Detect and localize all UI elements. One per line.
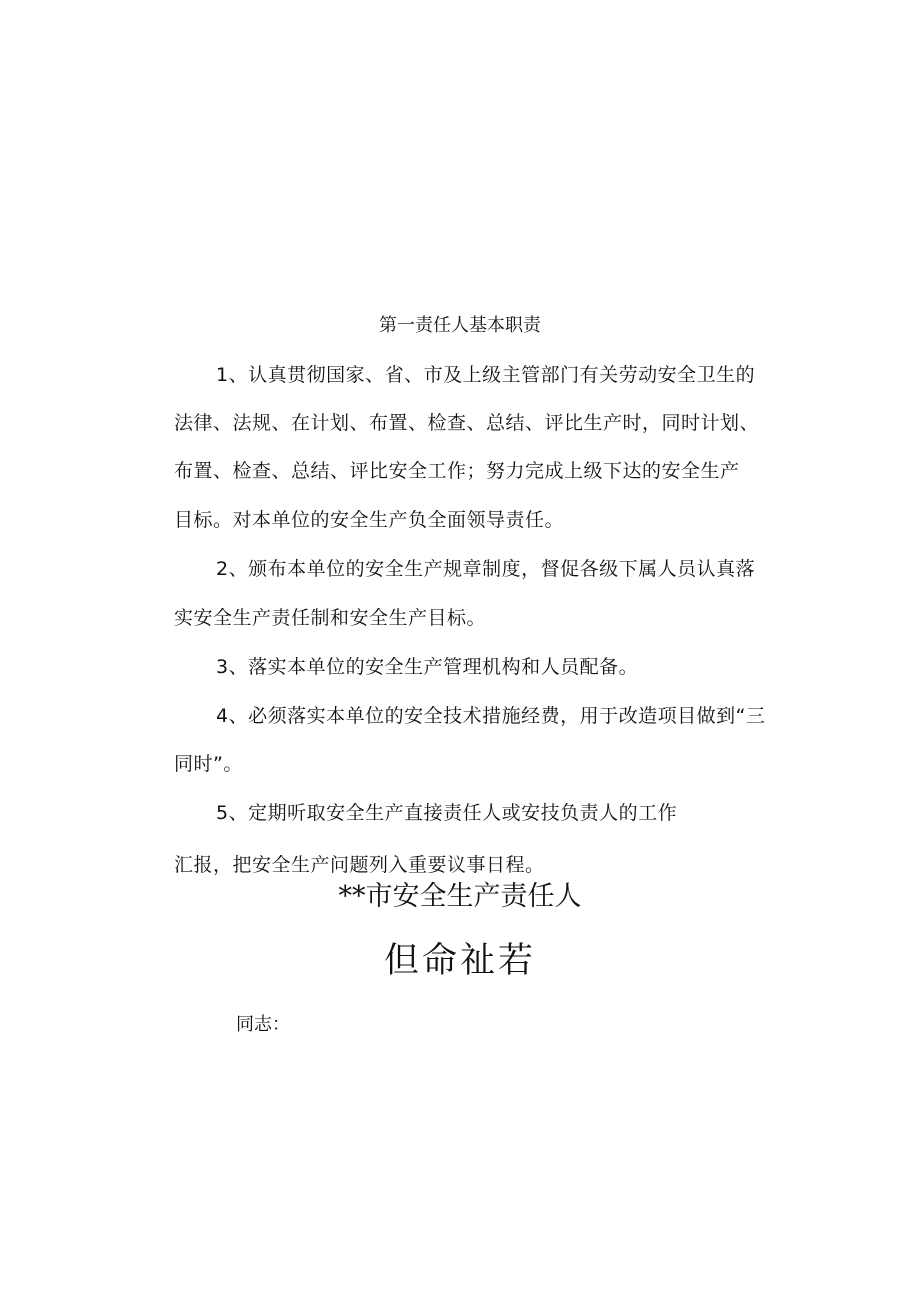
duty-1-line-4: 目标。对本单位的安全生产负全面领导责任。: [174, 509, 565, 531]
duty-3-line-1: 3、落实本单位的安全生产管理机构和人员配备。: [216, 656, 639, 678]
salutation: 同志：: [236, 1014, 290, 1035]
duty-4-line-1: 4、必须落实本单位的安全技术措施经费，用于改造项目做到“三: [216, 705, 766, 727]
duty-1-line-1: 1、认真贯彻国家、省、市及上级主管部门有关劳动安全卫生的: [216, 364, 756, 386]
duty-5-line-1: 5、定期听取安全生产直接责任人或安技负责人的工作: [216, 802, 678, 824]
duty-2-line-1: 2、颁布本单位的安全生产规章制度，督促各级下属人员认真落: [216, 558, 756, 580]
duty-5-line-2: 汇报，把安全生产问题列入重要议事日程。: [174, 854, 545, 876]
appointment-subtitle: 但命祉若: [383, 941, 536, 981]
duty-1-line-3: 布置、检查、总结、评比安全工作；努力完成上级下达的安全生产: [174, 460, 740, 482]
duty-2-line-2: 实安全生产责任制和安全生产目标。: [174, 607, 487, 629]
duties-heading: 第一责任人基本职责: [379, 315, 541, 336]
appointment-title: **市安全生产责任人: [338, 881, 582, 912]
duty-1-line-2: 法律、法规、在计划、布置、检查、总结、评比生产时，同时计划、: [174, 412, 760, 434]
duty-4-line-2: 同时”。: [174, 753, 243, 775]
